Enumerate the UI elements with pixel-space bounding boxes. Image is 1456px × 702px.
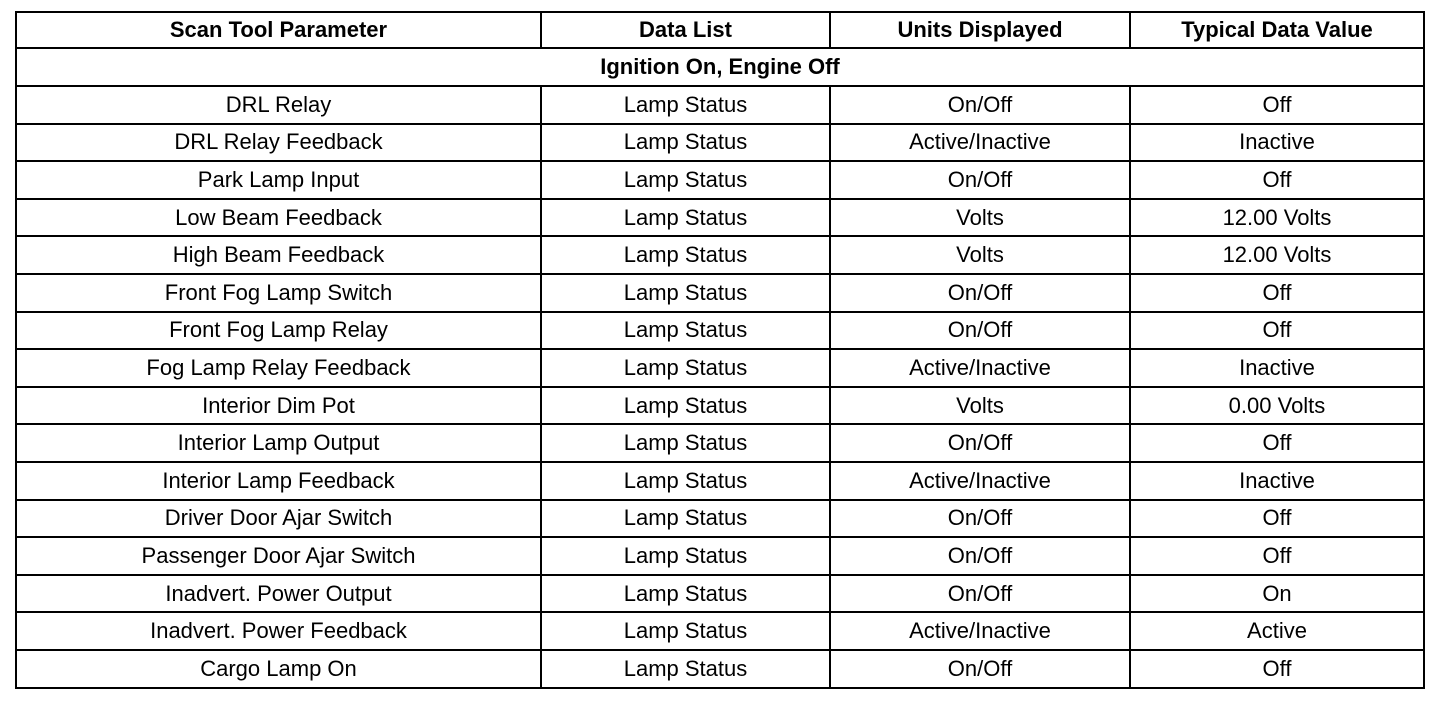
cell-typical-data-value: Off [1130, 274, 1424, 312]
cell-typical-data-value: 0.00 Volts [1130, 387, 1424, 425]
cell-typical-data-value: Off [1130, 500, 1424, 538]
table-row [16, 575, 1424, 613]
cell-typical-data-value: Off [1130, 424, 1424, 462]
cell-typical-data-value: Active [1130, 612, 1424, 650]
cell-units-displayed: On/Off [830, 424, 1130, 462]
section-row [16, 48, 1424, 86]
table-header [16, 12, 1424, 48]
header-row [16, 12, 1424, 48]
cell-typical-data-value: 12.00 Volts [1130, 236, 1424, 274]
header-data-list: Data List [541, 12, 830, 48]
cell-scan-tool-parameter: High Beam Feedback [16, 236, 541, 274]
scan-tool-data-table [15, 11, 1425, 689]
cell-typical-data-value: Off [1130, 86, 1424, 124]
cell-units-displayed: On/Off [830, 86, 1130, 124]
cell-units-displayed: On/Off [830, 274, 1130, 312]
table-row [16, 161, 1424, 199]
header-typical-data-value: Typical Data Value [1130, 12, 1424, 48]
cell-units-displayed: Active/Inactive [830, 349, 1130, 387]
cell-data-list: Lamp Status [541, 462, 830, 500]
cell-scan-tool-parameter: Interior Lamp Feedback [16, 462, 541, 500]
table-row [16, 462, 1424, 500]
cell-data-list: Lamp Status [541, 612, 830, 650]
table-row [16, 537, 1424, 575]
table-row [16, 199, 1424, 237]
cell-scan-tool-parameter: Front Fog Lamp Switch [16, 274, 541, 312]
cell-scan-tool-parameter: Front Fog Lamp Relay [16, 312, 541, 350]
cell-units-displayed: Volts [830, 387, 1130, 425]
table-row [16, 236, 1424, 274]
cell-typical-data-value: Inactive [1130, 124, 1424, 162]
cell-data-list: Lamp Status [541, 86, 830, 124]
table-row [16, 124, 1424, 162]
cell-units-displayed: On/Off [830, 312, 1130, 350]
table-row [16, 500, 1424, 538]
cell-scan-tool-parameter: Park Lamp Input [16, 161, 541, 199]
cell-units-displayed: Volts [830, 236, 1130, 274]
scan-tool-data-sheet [15, 11, 1423, 689]
cell-typical-data-value: Off [1130, 161, 1424, 199]
cell-typical-data-value: On [1130, 575, 1424, 613]
cell-units-displayed: On/Off [830, 650, 1130, 688]
table-row [16, 612, 1424, 650]
cell-scan-tool-parameter: Interior Lamp Output [16, 424, 541, 462]
cell-scan-tool-parameter: Low Beam Feedback [16, 199, 541, 237]
cell-scan-tool-parameter: DRL Relay [16, 86, 541, 124]
table-row [16, 312, 1424, 350]
cell-typical-data-value: Off [1130, 312, 1424, 350]
cell-typical-data-value: 12.00 Volts [1130, 199, 1424, 237]
cell-data-list: Lamp Status [541, 124, 830, 162]
cell-units-displayed: Volts [830, 199, 1130, 237]
cell-data-list: Lamp Status [541, 312, 830, 350]
cell-scan-tool-parameter: Interior Dim Pot [16, 387, 541, 425]
cell-data-list: Lamp Status [541, 387, 830, 425]
cell-data-list: Lamp Status [541, 349, 830, 387]
cell-data-list: Lamp Status [541, 199, 830, 237]
cell-data-list: Lamp Status [541, 650, 830, 688]
cell-scan-tool-parameter: Inadvert. Power Output [16, 575, 541, 613]
cell-units-displayed: Active/Inactive [830, 124, 1130, 162]
table-row [16, 650, 1424, 688]
cell-typical-data-value: Off [1130, 650, 1424, 688]
cell-data-list: Lamp Status [541, 161, 830, 199]
table-row [16, 274, 1424, 312]
cell-scan-tool-parameter: Cargo Lamp On [16, 650, 541, 688]
cell-units-displayed: On/Off [830, 575, 1130, 613]
section-label: Ignition On, Engine Off [16, 48, 1424, 86]
cell-units-displayed: Active/Inactive [830, 462, 1130, 500]
cell-scan-tool-parameter: Driver Door Ajar Switch [16, 500, 541, 538]
cell-typical-data-value: Inactive [1130, 462, 1424, 500]
cell-data-list: Lamp Status [541, 424, 830, 462]
cell-scan-tool-parameter: DRL Relay Feedback [16, 124, 541, 162]
table-row [16, 424, 1424, 462]
cell-data-list: Lamp Status [541, 575, 830, 613]
cell-data-list: Lamp Status [541, 537, 830, 575]
cell-units-displayed: On/Off [830, 500, 1130, 538]
cell-units-displayed: On/Off [830, 161, 1130, 199]
header-units-displayed: Units Displayed [830, 12, 1130, 48]
cell-scan-tool-parameter: Passenger Door Ajar Switch [16, 537, 541, 575]
header-scan-tool-parameter: Scan Tool Parameter [16, 12, 541, 48]
cell-scan-tool-parameter: Fog Lamp Relay Feedback [16, 349, 541, 387]
cell-data-list: Lamp Status [541, 500, 830, 538]
cell-data-list: Lamp Status [541, 236, 830, 274]
table-row [16, 349, 1424, 387]
cell-scan-tool-parameter: Inadvert. Power Feedback [16, 612, 541, 650]
table-row [16, 387, 1424, 425]
table-body [16, 48, 1424, 688]
cell-data-list: Lamp Status [541, 274, 830, 312]
cell-typical-data-value: Inactive [1130, 349, 1424, 387]
cell-units-displayed: On/Off [830, 537, 1130, 575]
cell-units-displayed: Active/Inactive [830, 612, 1130, 650]
cell-typical-data-value: Off [1130, 537, 1424, 575]
table-row [16, 86, 1424, 124]
